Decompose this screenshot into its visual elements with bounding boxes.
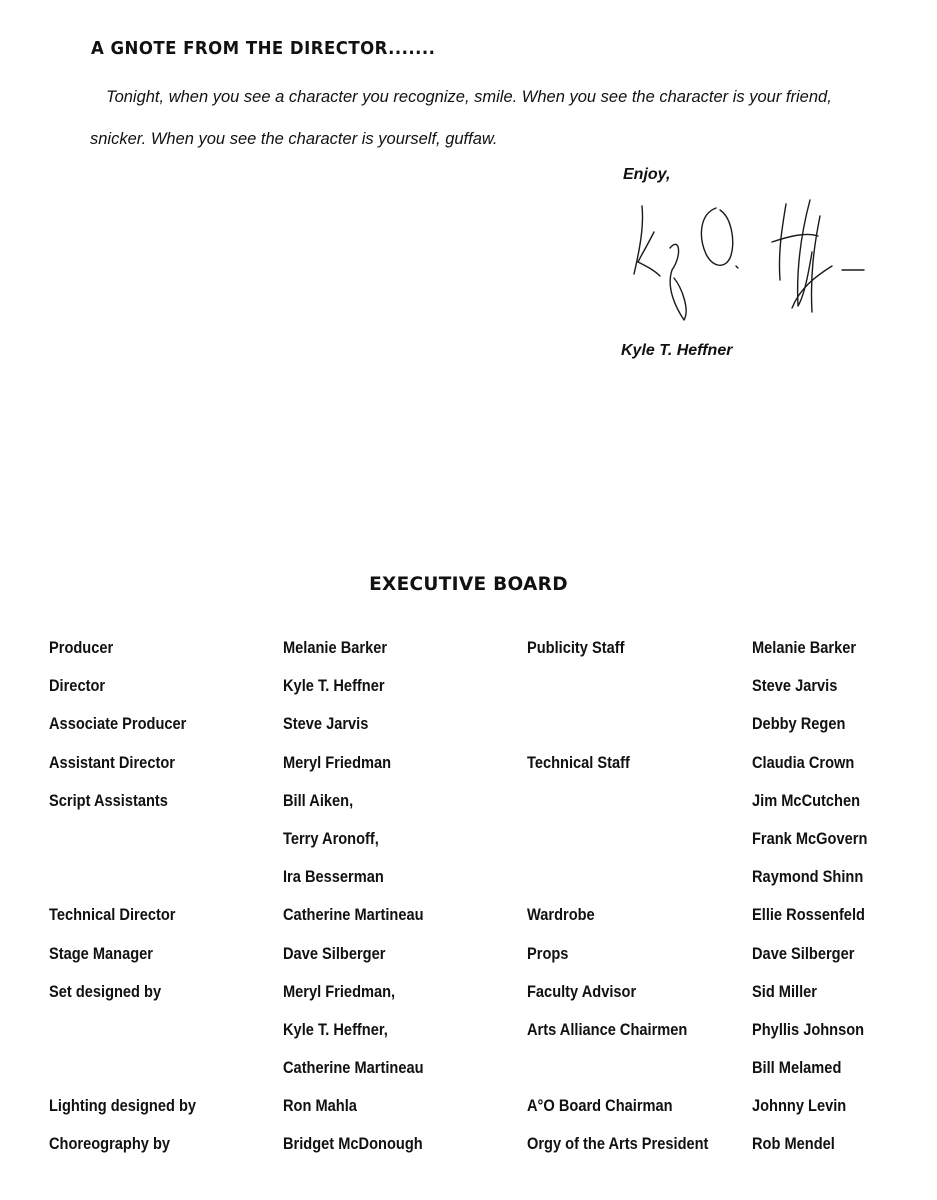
- board-title: EXECUTIVE BOARD: [369, 574, 568, 595]
- person-name: Dave Silberger: [752, 943, 855, 963]
- person-name: Debby Regen: [752, 714, 846, 734]
- person-name: Melanie Barker: [752, 638, 857, 657]
- role-label: [527, 674, 708, 712]
- role-label: Arts Alliance Chairmen: [527, 1019, 688, 1039]
- role-label: [527, 789, 708, 827]
- role-label: Technical Staff: [527, 752, 630, 772]
- role-label: Set designed by: [49, 981, 162, 1001]
- person-name: Rob Mendel: [752, 1134, 835, 1154]
- person-name: Bridget McDonough: [283, 1134, 423, 1154]
- person-name: Sid Miller: [752, 981, 817, 1001]
- role-label: Faculty Advisor: [527, 981, 637, 1001]
- role-label: [527, 865, 708, 903]
- person-name: Melanie Barker: [283, 638, 388, 657]
- signer-name: Kyle T. Heffner: [621, 342, 733, 359]
- person-name: Steve Jarvis: [752, 676, 838, 696]
- roles-column-left: [49, 636, 220, 1171]
- person-name: Johnny Levin: [752, 1096, 847, 1116]
- role-label: Producer: [49, 638, 114, 657]
- role-label: [49, 1018, 196, 1056]
- person-name: Steve Jarvis: [283, 714, 369, 734]
- handwritten-signature: [620, 196, 880, 328]
- person-name: Ron Mahla: [283, 1096, 357, 1116]
- role-label: A°O Board Chairman: [527, 1096, 673, 1116]
- person-name: Claudia Crown: [752, 752, 855, 772]
- person-name: Ira Besserman: [283, 867, 384, 887]
- role-label: [527, 712, 708, 750]
- person-name: Bill Aiken,: [283, 790, 354, 810]
- person-name: Bill Melamed: [752, 1058, 842, 1078]
- roles-column-right: [527, 636, 738, 1171]
- role-label: Wardrobe: [527, 905, 595, 925]
- person-name: Raymond Shinn: [752, 867, 864, 887]
- person-name: Phyllis Johnson: [752, 1019, 865, 1039]
- note-heading: A GNOTE FROM THE DIRECTOR.......: [91, 38, 436, 59]
- person-name: Meryl Friedman,: [283, 981, 396, 1001]
- role-label: [49, 1056, 196, 1094]
- person-name: Frank McGovern: [752, 828, 868, 848]
- role-label: Orgy of the Arts President: [527, 1134, 709, 1154]
- role-label: Choreography by: [49, 1134, 171, 1154]
- person-name: Catherine Martineau: [283, 1058, 424, 1078]
- person-name: Catherine Martineau: [283, 905, 424, 925]
- person-name: Kyle T. Heffner: [283, 676, 385, 696]
- role-label: Stage Manager: [49, 943, 154, 963]
- role-label: Props: [527, 943, 569, 963]
- closing-text: Enjoy,: [623, 166, 671, 183]
- person-name: Meryl Friedman: [283, 752, 392, 772]
- role-label: [527, 1056, 708, 1094]
- names-column-left: [283, 636, 446, 1171]
- person-name: Kyle T. Heffner,: [283, 1019, 388, 1039]
- names-column-right: [752, 636, 886, 1171]
- role-label: Technical Director: [49, 905, 176, 925]
- role-label: Associate Producer: [49, 714, 187, 734]
- role-label: Assistant Director: [49, 752, 175, 772]
- role-label: [49, 827, 196, 865]
- person-name: Ellie Rossenfeld: [752, 905, 865, 925]
- director-note-text: Tonight, when you see a character you recognize, smile. When you see the character is your friend, snicker. When you see the character is yourself, guffaw.: [90, 88, 832, 148]
- role-label: [49, 865, 196, 903]
- person-name: Terry Aronoff,: [283, 828, 379, 848]
- role-label: Lighting designed by: [49, 1096, 197, 1116]
- role-label: Director: [49, 676, 106, 696]
- person-name: Jim McCutchen: [752, 790, 861, 810]
- role-label: Publicity Staff: [527, 638, 625, 657]
- person-name: Dave Silberger: [283, 943, 386, 963]
- role-label: [527, 827, 708, 865]
- role-label: Script Assistants: [49, 790, 168, 810]
